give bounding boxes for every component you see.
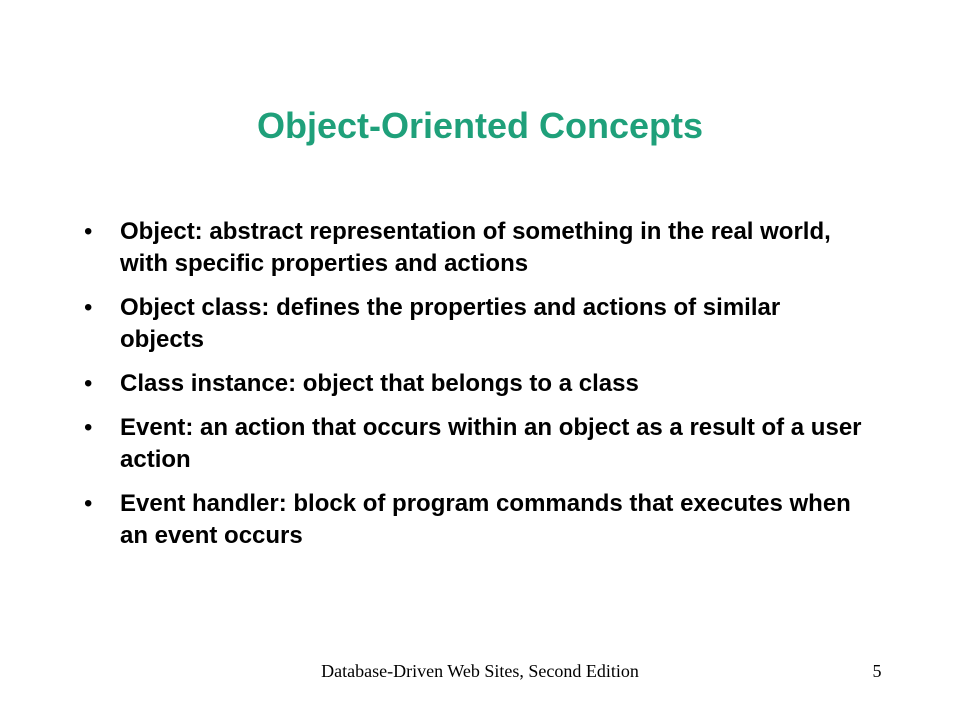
- bullet-dot-icon: •: [84, 370, 93, 397]
- bullet-list: [84, 216, 864, 564]
- bullet-item: [84, 368, 864, 400]
- bullet-text: Event handler: block of program commands that executes when an event occurs: [120, 490, 851, 549]
- footer-text: Database-Driven Web Sites, Second Edition: [321, 661, 639, 681]
- bullet-item: [84, 216, 864, 280]
- bullet-text: Event: an action that occurs within an object as a result of a user action: [120, 414, 862, 473]
- bullet-item: [84, 292, 864, 356]
- bullet-dot-icon: •: [84, 414, 93, 441]
- bullet-text: Object: abstract representation of something in the real world, with specific properties and actions: [120, 218, 831, 277]
- bullet-item: [84, 412, 864, 476]
- bullet-text: Class instance: object that belongs to a class: [120, 370, 639, 397]
- bullet-dot-icon: •: [84, 490, 93, 517]
- page-number: 5: [872, 661, 882, 681]
- bullet-dot-icon: •: [84, 218, 93, 245]
- slide-title: Object-Oriented Concepts: [256, 105, 704, 146]
- bullet-dot-icon: •: [84, 294, 93, 321]
- bullet-item: [84, 488, 864, 552]
- bullet-text: Object class: defines the properties and actions of similar objects: [120, 294, 781, 353]
